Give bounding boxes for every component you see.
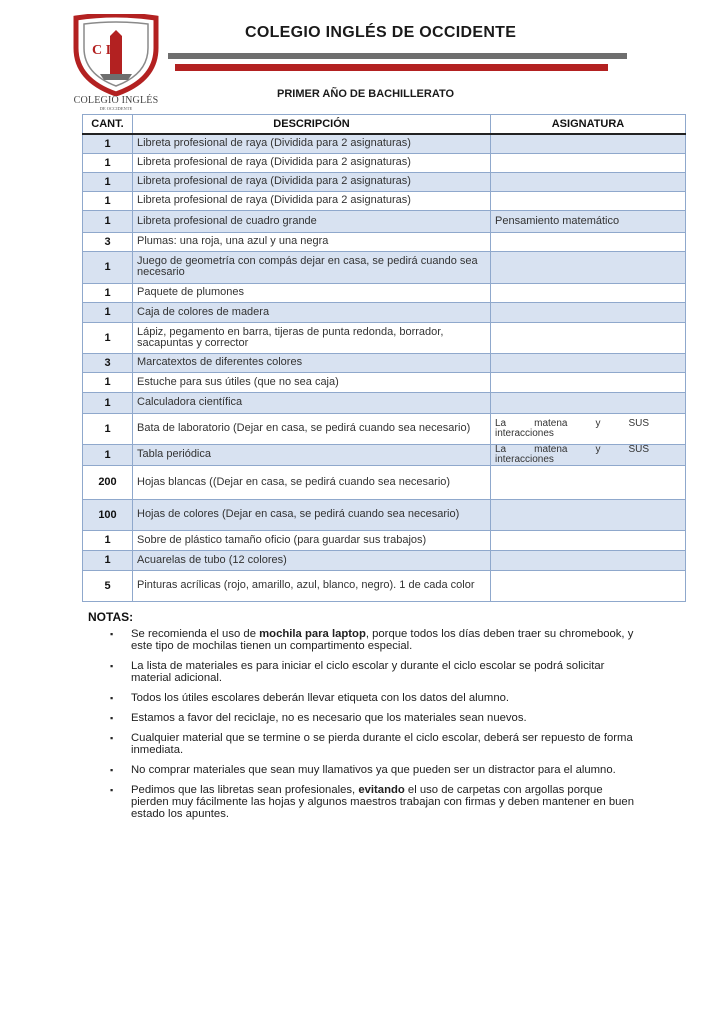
description-cell: Acuarelas de tubo (12 colores)	[133, 550, 491, 570]
subject-word: SUS	[628, 443, 649, 455]
qty-cell: 1	[83, 444, 133, 465]
table-row	[83, 302, 686, 322]
description-cell: Calculadora científica	[133, 392, 491, 413]
logo-subcaption: DE OCCIDENTE	[99, 106, 133, 111]
subject-cell	[491, 302, 686, 322]
qty-cell: 3	[83, 353, 133, 372]
table-row	[83, 570, 686, 601]
table-row	[83, 392, 686, 413]
notes-title: NOTAS:	[88, 610, 134, 624]
header-divider-red	[175, 64, 608, 71]
table-header-row	[83, 115, 686, 135]
subject-line-1	[495, 419, 681, 429]
table-row	[83, 283, 686, 302]
supplies-table	[82, 114, 686, 602]
subject-cell	[491, 153, 686, 172]
table-row	[83, 499, 686, 530]
subject-word: matena	[534, 417, 568, 429]
description-cell: Bata de laboratorio (Dejar en casa, se pedirá cuando sea necesario)	[133, 413, 491, 444]
qty-cell: 1	[83, 251, 133, 283]
qty-cell: 1	[83, 210, 133, 232]
school-title: COLEGIO INGLÉS DE OCCIDENTE	[245, 24, 517, 41]
table-row	[83, 413, 686, 444]
column-header-qty: CANT.	[83, 115, 133, 135]
qty-cell: 5	[83, 570, 133, 601]
subject-word: La	[495, 443, 507, 455]
subject-word: y	[595, 443, 601, 455]
note-item: ▪ No comprar materiales que sean muy llamativos ya que pueden ser un distractor para el alumno.	[110, 764, 638, 776]
subject-cell	[491, 172, 686, 191]
table-row	[83, 550, 686, 570]
note-item: ▪ Pedimos que las libretas sean profesionales, evitando el uso de carpetas con argollas porque pierden muy fácilmente las hojas y algunos maestros trabajan con firmas y deben mantener en buen estado los apuntes.	[110, 784, 638, 820]
logo-letters: C I	[92, 43, 112, 58]
qty-cell: 1	[83, 322, 133, 353]
table-row	[83, 134, 686, 153]
subject-word: La	[495, 417, 507, 429]
subject-cell	[491, 530, 686, 550]
qty-cell: 1	[83, 372, 133, 392]
subject-line-1	[495, 445, 681, 455]
column-header-subject: ASIGNATURA	[491, 115, 686, 135]
table-row	[83, 153, 686, 172]
description-cell: Libreta profesional de cuadro grande	[133, 210, 491, 232]
subject-line-2: interacciones	[495, 453, 554, 465]
table-row	[83, 353, 686, 372]
qty-cell: 1	[83, 191, 133, 210]
table-row	[83, 232, 686, 251]
description-cell: Libreta profesional de raya (Dividida para 2 asignaturas)	[133, 172, 491, 191]
description-cell: Juego de geometría con compás dejar en casa, se pedirá cuando sea necesario	[133, 251, 491, 283]
subject-cell	[491, 444, 686, 465]
note-item: ▪ Todos los útiles escolares deberán llevar etiqueta con los datos del alumno.	[110, 692, 638, 704]
qty-cell: 1	[83, 134, 133, 153]
subject-cell	[491, 465, 686, 499]
note-emphasis: evitando	[358, 784, 405, 796]
table-row	[83, 210, 686, 232]
subject-word: matena	[534, 443, 568, 455]
subject-cell	[491, 283, 686, 302]
qty-cell: 1	[83, 153, 133, 172]
note-emphasis: mochila para laptop	[259, 628, 366, 640]
description-cell: Plumas: una roja, una azul y una negra	[133, 232, 491, 251]
subject-cell	[491, 570, 686, 601]
logo-caption: COLEGIO INGLÉS	[73, 95, 159, 106]
table-row	[83, 322, 686, 353]
subject-cell	[491, 392, 686, 413]
subject-cell	[491, 353, 686, 372]
qty-cell: 1	[83, 550, 133, 570]
subject-word: SUS	[628, 417, 649, 429]
subject-cell	[491, 372, 686, 392]
header-divider-gray	[168, 53, 627, 59]
description-cell: Libreta profesional de raya (Dividida para 2 asignaturas)	[133, 134, 491, 153]
table-row	[83, 251, 686, 283]
notes-list	[110, 628, 638, 828]
note-item: ▪ La lista de materiales es para iniciar el ciclo escolar y durante el ciclo escolar se podrá solicitar material adicional.	[110, 660, 638, 684]
qty-cell: 3	[83, 232, 133, 251]
description-cell: Libreta profesional de raya (Dividida para 2 asignaturas)	[133, 191, 491, 210]
description-cell: Libreta profesional de raya (Dividida para 2 asignaturas)	[133, 153, 491, 172]
shield-crest-icon	[70, 14, 162, 96]
description-cell: Lápiz, pegamento en barra, tijeras de punta redonda, borrador, sacapuntas y corrector	[133, 322, 491, 353]
subject-cell	[491, 134, 686, 153]
subject-cell	[491, 232, 686, 251]
description-cell: Sobre de plástico tamaño oficio (para guardar sus trabajos)	[133, 530, 491, 550]
qty-cell: 200	[83, 465, 133, 499]
table-row	[83, 191, 686, 210]
subject-cell	[491, 413, 686, 444]
description-cell: Tabla periódica	[133, 444, 491, 465]
subject-cell	[491, 499, 686, 530]
qty-cell: 1	[83, 283, 133, 302]
table-row	[83, 372, 686, 392]
qty-cell: 1	[83, 392, 133, 413]
qty-cell: 1	[83, 302, 133, 322]
qty-cell: 1	[83, 530, 133, 550]
description-cell: Paquete de plumones	[133, 283, 491, 302]
column-header-description: DESCRIPCIÓN	[133, 115, 491, 135]
qty-cell: 100	[83, 499, 133, 530]
subject-cell	[491, 191, 686, 210]
description-cell: Hojas blancas ((Dejar en casa, se pedirá cuando sea necesario)	[133, 465, 491, 499]
note-item: ▪ Se recomienda el uso de mochila para laptop, porque todos los días deben traer su chromebook, y este tipo de mochilas tienen un compartimento especial.	[110, 628, 638, 652]
description-cell: Hojas de colores (Dejar en casa, se pedirá cuando sea necesario)	[133, 499, 491, 530]
table-row	[83, 530, 686, 550]
note-item: ▪ Estamos a favor del reciclaje, no es necesario que los materiales sean nuevos.	[110, 712, 638, 724]
note-item: ▪ Cualquier material que se termine o se pierda durante el ciclo escolar, deberá ser repuesto de forma inmediata.	[110, 732, 638, 756]
table-row	[83, 465, 686, 499]
table-row	[83, 172, 686, 191]
description-cell: Estuche para sus útiles (que no sea caja)	[133, 372, 491, 392]
qty-cell: 1	[83, 172, 133, 191]
subject-line-2: interacciones	[495, 427, 554, 439]
description-cell: Pinturas acrílicas (rojo, amarillo, azul, blanco, negro). 1 de cada color	[133, 570, 491, 601]
grade-title: PRIMER AÑO DE BACHILLERATO	[277, 88, 455, 100]
subject-cell	[491, 251, 686, 283]
qty-cell: 1	[83, 413, 133, 444]
subject-cell: Pensamiento matemático	[491, 210, 686, 232]
description-cell: Caja de colores de madera	[133, 302, 491, 322]
subject-word: y	[595, 417, 601, 429]
subject-cell	[491, 550, 686, 570]
description-cell: Marcatextos de diferentes colores	[133, 353, 491, 372]
subject-cell	[491, 322, 686, 353]
table-row	[83, 444, 686, 465]
